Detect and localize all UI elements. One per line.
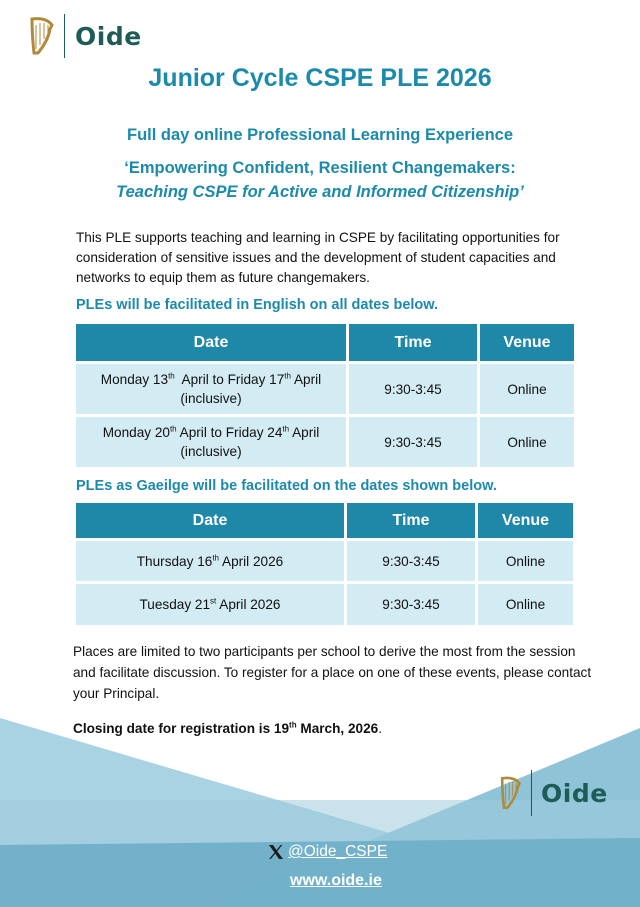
- time-cell: 9:30-3:45: [349, 364, 477, 414]
- table-row: [76, 584, 573, 625]
- x-logo-icon: [268, 844, 284, 860]
- table-row: [76, 417, 574, 467]
- theme-line-2: Teaching CSPE for Active and Informed Citizenship’: [116, 183, 524, 201]
- column-header-date: Date: [76, 324, 346, 361]
- column-header-venue: Venue: [478, 503, 573, 538]
- website-link[interactable]: www.oide.ie: [290, 872, 382, 889]
- venue-cell: Online: [478, 584, 573, 625]
- date-cell: Monday 13th April to Friday 17th April (inclusive): [76, 364, 346, 414]
- logo-text: Oide: [75, 21, 142, 51]
- places-paragraph: Places are limited to two participants per school to derive the most from the session and facilitate discussion. To register for a place on one of these events, please contact your Principal.: [73, 644, 592, 701]
- oide-logo-top: [26, 14, 142, 58]
- time-cell: 9:30-3:45: [347, 584, 475, 625]
- intro-paragraph: This PLE supports teaching and learning in CSPE by facilitating opportunities for consideration of sensitive issues and the development of student capacities and networks to equip them as future changemakers.: [76, 230, 560, 285]
- table-header-row: [76, 324, 574, 361]
- venue-cell: Online: [480, 417, 574, 467]
- logo-divider: [531, 770, 532, 816]
- venue-cell: Online: [480, 364, 574, 414]
- table-row: [76, 364, 574, 414]
- logo-text: Oide: [541, 778, 608, 808]
- oide-logo-bottom: [497, 770, 608, 816]
- social-handle: [268, 843, 387, 861]
- social-handle-link[interactable]: @Oide_CSPE: [288, 843, 388, 860]
- harp-icon: [497, 774, 523, 812]
- gaeilge-schedule-table: [73, 500, 576, 628]
- date-cell: Thursday 16th April 2026: [76, 541, 344, 581]
- table-row: [76, 541, 573, 581]
- date-cell: Monday 20th April to Friday 24th April (inclusive): [76, 417, 346, 467]
- english-heading: PLEs will be facilitated in English on all dates below.: [76, 297, 439, 313]
- time-cell: 9:30-3:45: [347, 541, 475, 581]
- column-header-date: Date: [76, 503, 344, 538]
- table-header-row: [76, 503, 573, 538]
- column-header-time: Time: [347, 503, 475, 538]
- column-header-venue: Venue: [480, 324, 574, 361]
- venue-cell: Online: [478, 541, 573, 581]
- date-cell: Tuesday 21st April 2026: [76, 584, 344, 625]
- time-cell: 9:30-3:45: [349, 417, 477, 467]
- english-schedule-table: [73, 321, 577, 470]
- gaeilge-heading: PLEs as Gaeilge will be facilitated on the dates shown below.: [76, 478, 497, 494]
- column-header-time: Time: [349, 324, 477, 361]
- page-title: Junior Cycle CSPE PLE 2026: [148, 64, 492, 92]
- closing-date: Closing date for registration is 19th March, 2026.: [73, 720, 382, 736]
- theme-line-1: ‘Empowering Confident, Resilient Changemakers:: [124, 159, 516, 177]
- logo-divider: [64, 14, 65, 58]
- page-subtitle: Full day online Professional Learning Experience: [126, 126, 514, 144]
- harp-icon: [26, 15, 56, 57]
